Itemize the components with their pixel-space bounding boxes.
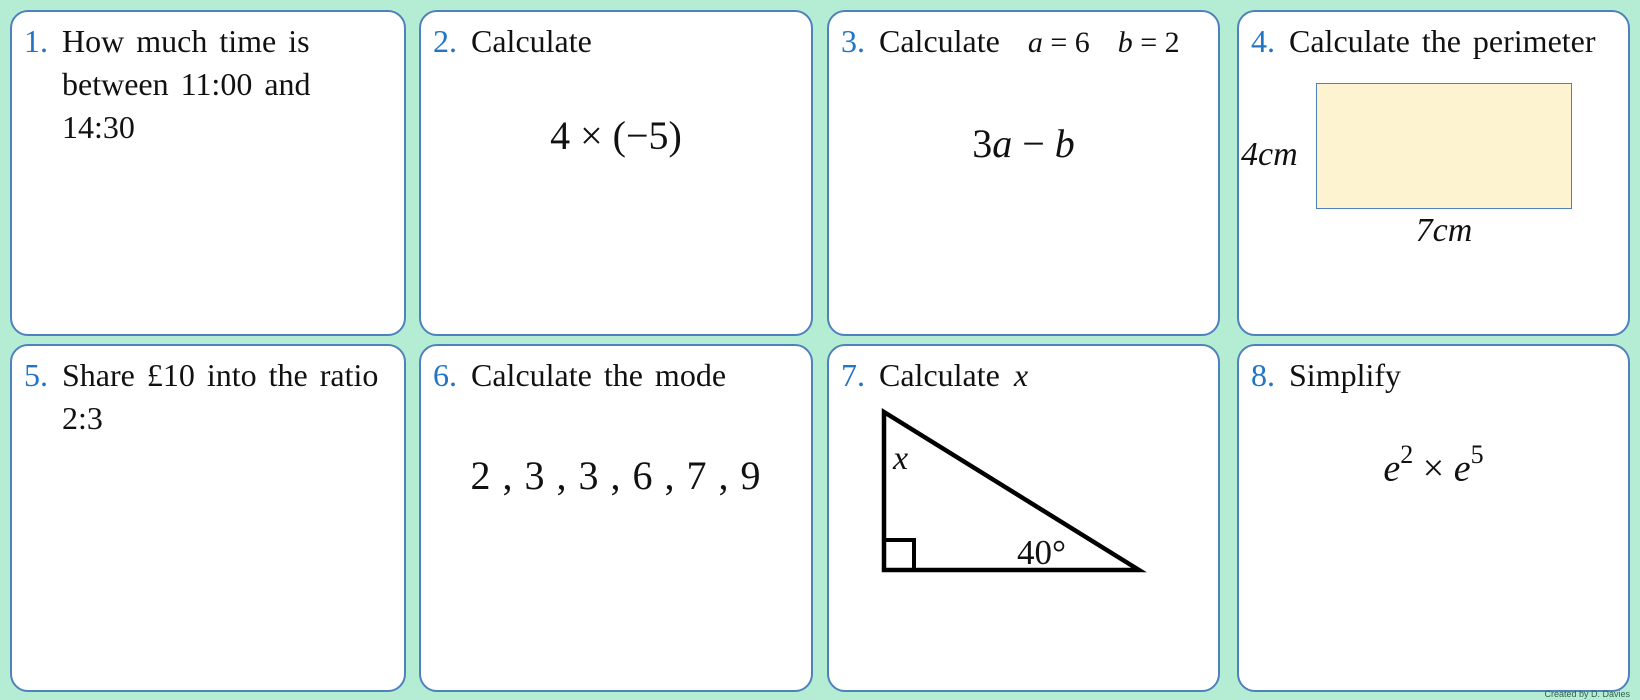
question-2-number: 2. [433, 23, 457, 59]
question-5-number: 5. [24, 357, 48, 393]
question-1-row [24, 20, 394, 149]
rectangle-height-label: 4cm [1241, 136, 1298, 173]
question-6-text: Calculate the mode [471, 357, 727, 393]
question-2-text: Calculate [471, 23, 592, 59]
question-3-given-a: a = 6 [1027, 26, 1090, 59]
credit-text: Created by D. Davies [1544, 689, 1630, 699]
question-2-expression: 4 × (−5) [550, 113, 682, 158]
question-card-2 [419, 10, 813, 336]
question-card-3 [827, 10, 1220, 336]
question-3-number: 3. [841, 23, 865, 59]
question-5-text: Share £10 into the ratio 2:3 [62, 357, 379, 436]
question-4-text: Calculate the perimeter [1289, 23, 1596, 59]
question-3-given-b: b = 2 [1117, 26, 1180, 59]
question-6-row [433, 354, 801, 397]
question-1-text: How much time is between 11:00 and 14:30 [62, 23, 311, 145]
question-8-row [1251, 354, 1618, 397]
question-7-text: Calculate [879, 357, 1000, 393]
question-2-row [433, 20, 801, 63]
question-3-row [841, 20, 1208, 63]
question-7-variable: x [1013, 357, 1029, 393]
question-3-expression: 3a − b [972, 121, 1075, 166]
question-card-8 [1237, 344, 1630, 692]
question-card-5 [10, 344, 406, 692]
question-4-row [1251, 20, 1618, 63]
rectangle-shape [1316, 83, 1572, 209]
triangle-angle-label: 40° [1017, 533, 1066, 572]
question-6-values: 2 , 3 , 3 , 6 , 7 , 9 [470, 453, 762, 498]
question-8-text: Simplify [1289, 357, 1402, 393]
question-8-number: 8. [1251, 357, 1275, 393]
question-6-number: 6. [433, 357, 457, 393]
question-card-1 [10, 10, 406, 336]
right-triangle-diagram [829, 346, 1222, 694]
question-4-number: 4. [1251, 23, 1275, 59]
rectangle-width-label: 7cm [1415, 212, 1473, 249]
question-5-row [24, 354, 394, 440]
question-card-6 [419, 344, 813, 692]
question-1-number: 1. [24, 23, 48, 59]
question-7-number: 7. [841, 357, 865, 393]
question-card-4 [1237, 10, 1630, 336]
question-8-expression: $e^2 \times e^5$ [1383, 440, 1484, 490]
question-card-7 [827, 344, 1220, 692]
question-3-text: Calculate [879, 23, 1000, 59]
triangle-x-label: x [893, 440, 909, 477]
